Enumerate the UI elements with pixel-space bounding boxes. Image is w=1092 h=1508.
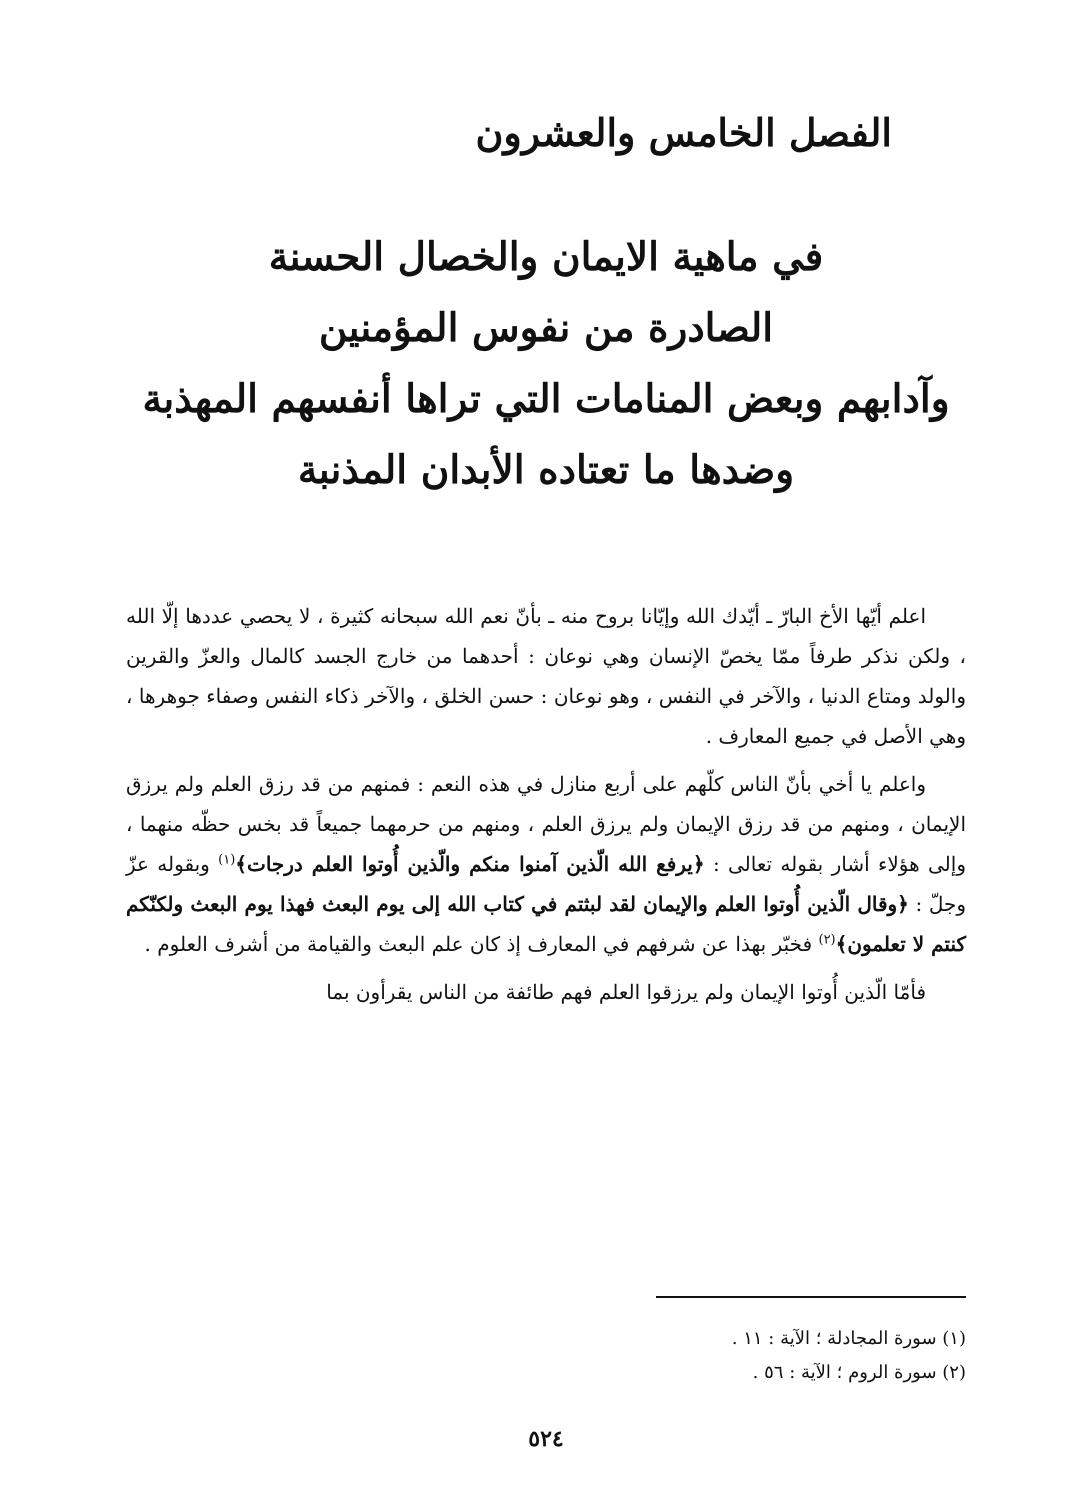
paragraph-3: فأمّا الّذين أُوتوا الإيمان ولم يرزقوا العلم فهم طائفة من الناس يقرأون بما — [326, 980, 926, 1004]
quran-quote-1: ﴿يرفع الله الّذين آمنوا منكم والّذين أُوتوا العلم درجات﴾ — [235, 852, 705, 876]
footnote-divider — [656, 1296, 966, 1298]
footnote-2: (٢) سورة الروم ؛ الآية : ٥٦ . — [752, 1362, 966, 1383]
footnotes — [126, 1322, 966, 1390]
footnote-1: (١) سورة المجادلة ؛ الآية : ١١ . — [731, 1328, 966, 1349]
paragraph-2 — [126, 764, 966, 964]
paragraph-2-text-a: واعلم يا أخي بأنّ الناس كلّهم على أربع منازل في هذه النعم : فمنهم من قد رزق العلم ولم يرزق الإيمان ، ومنهم من قد رزق الإيمان ولم يرزق العلم ، ومنهم من حرمهما جميعاً قد بخس حظّه منهما ، وإلى هؤلاء أشار بقوله تعالى : — [126, 772, 966, 876]
subtitle-line-1: في ماهية الايمان والخصال الحسنة — [268, 234, 824, 280]
chapter-title: الفصل الخامس والعشرون — [475, 110, 892, 155]
paragraph-1: اعلم أيّها الأخ البارّ ـ أيّدك الله وإيّانا بروح منه ـ بأنّ نعم الله سبحانه كثيرة ، لا يحصي عددها إلّا الله ، ولكن نذكر طرفاً ممّا يخصّ الإنسان وهي نوعان : أحدهما من خارج الجسد كالمال والعزّ والقرين والولد ومتاع الدنيا ، والآخر في النفس ، وهو نوعان : حسن الخلق ، والآخر ذكاء النفس وصفاء جوهرها ، وهي الأصل في جميع المعارف . — [126, 604, 966, 748]
paragraph-2-text-b: وبقوله عزّ وجلّ : — [126, 852, 966, 916]
subtitle-line-3: وآدابهم وبعض المنامات التي تراها أنفسهم المهذبة — [142, 376, 950, 422]
quran-quote-2: ﴿وقال الّذين أُوتوا العلم والإيمان لقد لبثتم في كتاب الله إلى يوم البعث فهذا يوم البعث ولكنّكم كنتم لا تعلمون﴾ — [126, 892, 966, 956]
page-number: ٥٢٤ — [528, 1426, 564, 1452]
footnote-ref-1: (١) — [218, 852, 236, 868]
subtitle-line-2: الصادرة من نفوس المؤمنين — [318, 305, 774, 351]
footnote-ref-2: (٢) — [818, 932, 836, 948]
subtitle-line-4: وضدها ما تعتاده الأبدان المذنبة — [297, 447, 795, 493]
body-text — [126, 596, 966, 1012]
chapter-subtitle — [100, 222, 992, 506]
paragraph-2-text-c: فخبّر بهذا عن شرفهم في المعارف إذ كان علم البعث والقيامة من أشرف العلوم . — [144, 932, 819, 956]
